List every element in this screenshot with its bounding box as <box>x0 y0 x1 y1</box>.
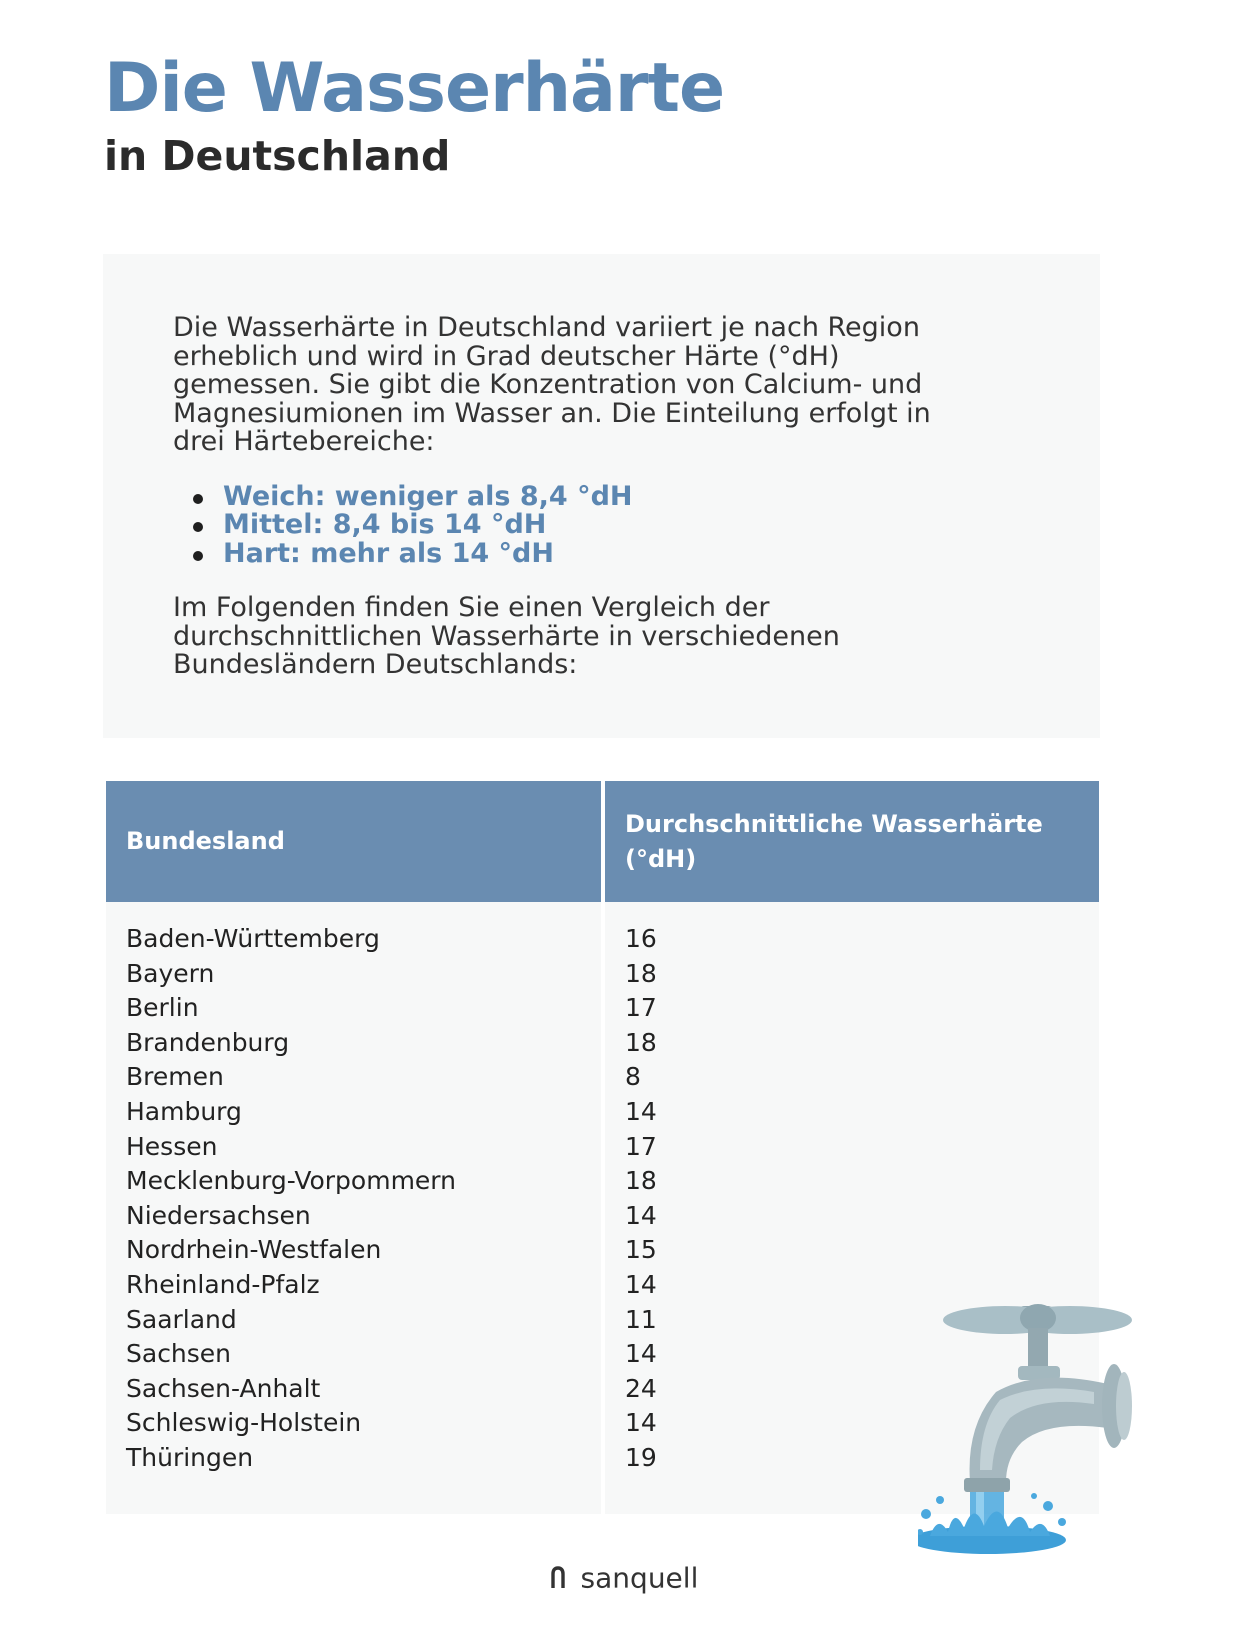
value-cell: 18 <box>603 957 1099 992</box>
value-cell: 18 <box>603 1164 1099 1199</box>
page-title: Die Wasserhärte <box>104 49 725 128</box>
state-cell: Saarland <box>106 1303 603 1338</box>
intro-paragraph: Die Wasserhärte in Deutschland variiert je nach Region erheblich und wird in Grad deutscher Härte (°dH) gemessen. Sie gibt die Konzentration von Calcium- und Magnesiumionen im Wasser an. Die Einteilung erfolgt in drei Härtebereiche: <box>173 312 931 457</box>
level-item-soft <box>193 480 990 512</box>
state-cell: Rheinland-Pfalz <box>106 1268 603 1303</box>
water-faucet-icon <box>918 1300 1172 1560</box>
table-spacer <box>106 902 1099 922</box>
footer-brand <box>0 1560 1248 1595</box>
level-label: Weich: weniger als 8,4 °dH <box>223 480 633 512</box>
state-cell: Niedersachsen <box>106 1199 603 1234</box>
value-cell: 24 <box>603 1372 1099 1407</box>
value-cell: 18 <box>603 1026 1099 1061</box>
hardness-levels-list <box>173 480 990 569</box>
value-cell: 8 <box>603 1060 1099 1095</box>
level-label: Hart: mehr als 14 °dH <box>223 537 554 569</box>
value-cell: 14 <box>603 1095 1099 1130</box>
state-cell: Brandenburg <box>106 1026 603 1061</box>
info-box <box>103 254 1100 738</box>
state-cell: Thüringen <box>106 1441 603 1476</box>
table-row <box>106 1268 1099 1303</box>
bullet-icon <box>193 494 203 504</box>
bullet-icon <box>193 522 203 532</box>
table-row <box>106 1026 1099 1061</box>
page-subtitle: in Deutschland <box>104 132 451 180</box>
state-cell: Schleswig-Holstein <box>106 1406 603 1441</box>
state-cell: Sachsen-Anhalt <box>106 1372 603 1407</box>
state-cell: Bremen <box>106 1060 603 1095</box>
state-cell: Baden-Württemberg <box>106 922 603 957</box>
table-row <box>106 1130 1099 1165</box>
state-cell: Hessen <box>106 1130 603 1165</box>
state-cell: Berlin <box>106 991 603 1026</box>
value-cell: 14 <box>603 1337 1099 1372</box>
level-item-hard <box>193 537 990 569</box>
value-cell: 19 <box>603 1441 1099 1476</box>
value-cell: 16 <box>603 922 1099 957</box>
state-cell: Nordrhein-Westfalen <box>106 1233 603 1268</box>
table-row <box>106 922 1099 957</box>
column-header-hardness: Durchschnittliche Wasserhärte (°dH) <box>603 781 1099 902</box>
sanquell-logo-icon <box>550 1566 566 1590</box>
value-cell: 17 <box>603 991 1099 1026</box>
value-cell: 11 <box>603 1303 1099 1338</box>
value-cell: 14 <box>603 1406 1099 1441</box>
table-row <box>106 1060 1099 1095</box>
table-header-row <box>106 781 1099 902</box>
brand-name: sanquell <box>580 1561 699 1595</box>
table-row <box>106 1164 1099 1199</box>
value-cell: 14 <box>603 1268 1099 1303</box>
column-header-bundesland: Bundesland <box>106 781 603 902</box>
state-cell: Bayern <box>106 957 603 992</box>
outro-paragraph: Im Folgenden finden Sie einen Vergleich der durchschnittlichen Wasserhärte in verschiedenen Bundesländern Deutschlands: <box>173 592 840 680</box>
state-cell: Sachsen <box>106 1337 603 1372</box>
table-row <box>106 1095 1099 1130</box>
table-row <box>106 991 1099 1026</box>
table-row <box>106 1199 1099 1234</box>
state-cell: Hamburg <box>106 1095 603 1130</box>
bullet-icon <box>193 551 203 561</box>
level-label: Mittel: 8,4 bis 14 °dH <box>223 509 547 540</box>
level-item-medium <box>193 511 990 540</box>
value-cell: 14 <box>603 1199 1099 1234</box>
table-row <box>106 957 1099 992</box>
value-cell: 17 <box>603 1130 1099 1165</box>
state-cell: Mecklenburg-Vorpommern <box>106 1164 603 1199</box>
value-cell: 15 <box>603 1233 1099 1268</box>
table-row <box>106 1233 1099 1268</box>
